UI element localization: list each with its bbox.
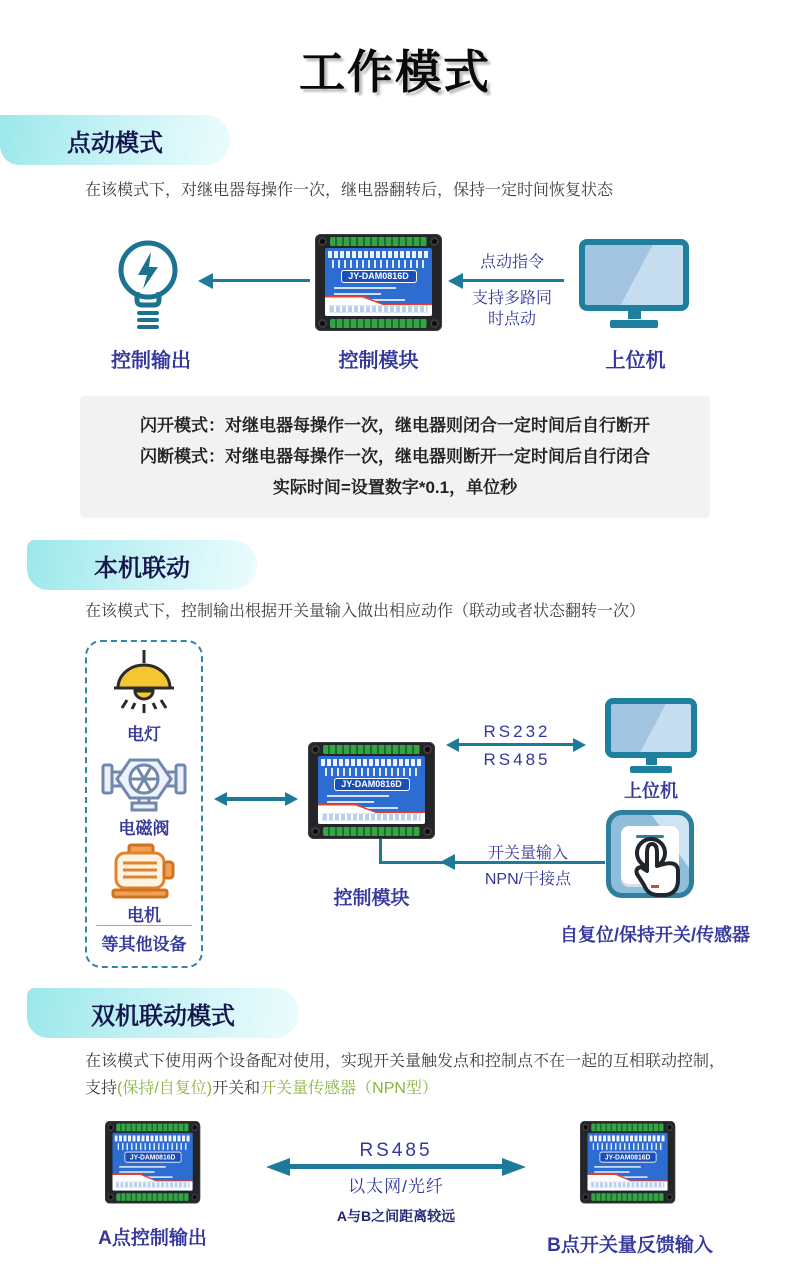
screw-icon xyxy=(318,237,327,246)
solenoid-valve-icon xyxy=(101,748,187,812)
terminal-strip-bottom xyxy=(116,1193,189,1201)
jog-command-caption: 点动指令 xyxy=(479,254,544,271)
screw-icon xyxy=(311,827,320,836)
section-local-description: 在该模式下，控制输出根据开关量输入做出相应动作（联动或者状态翻转一次） xyxy=(85,603,646,620)
monitor-base xyxy=(610,320,658,328)
jog-output-label: 控制输出 xyxy=(111,350,191,372)
bottom-terminal-labels xyxy=(116,1181,190,1188)
section-local-header: 本机联动 xyxy=(94,554,190,582)
control-module-device-a xyxy=(105,1121,200,1203)
terminal-strip-top xyxy=(330,237,427,246)
module-print-line xyxy=(594,1166,641,1168)
device-motor-label: 电机 xyxy=(127,906,161,925)
terminal-strip-bottom xyxy=(323,827,420,836)
switch-label: 自复位/保持开关/传感器 xyxy=(559,925,750,945)
desc-prefix: 支持 xyxy=(85,1080,118,1097)
module-print-line xyxy=(119,1166,166,1168)
touch-switch-icon xyxy=(606,810,694,898)
module-b-wrapper xyxy=(580,1121,675,1203)
dual-link-rs485-caption: RS485 xyxy=(359,1140,433,1161)
screw-icon xyxy=(666,1193,673,1201)
section-local-header-banner xyxy=(27,540,257,590)
local-module-label: 控制模块 xyxy=(333,888,410,909)
di-caption-line2: NPN/干接点 xyxy=(484,871,572,888)
dual-link-distance-note: A与B之间距离较远 xyxy=(336,1208,456,1224)
terminal-strip-top xyxy=(323,745,420,754)
module-face xyxy=(113,1133,193,1191)
arrow-left-icon xyxy=(440,854,455,870)
section-jog-header-banner xyxy=(0,115,230,165)
dual-link-media-caption: 以太网/光纤 xyxy=(348,1177,444,1196)
lightbulb-bolt-icon xyxy=(106,237,190,333)
host-computer-icon xyxy=(605,698,697,773)
arrow-right-icon xyxy=(502,1158,526,1176)
monitor-screen xyxy=(579,239,689,311)
screw-icon xyxy=(107,1193,114,1201)
module-print-line xyxy=(327,801,374,803)
rs485-caption: RS485 xyxy=(483,750,551,769)
module-a-wrapper xyxy=(105,1121,200,1203)
arrow-shaft xyxy=(462,279,564,282)
module-print-line xyxy=(327,795,389,797)
screw-icon xyxy=(191,1124,198,1132)
arrow-shaft xyxy=(226,797,286,801)
control-module-device xyxy=(315,234,442,331)
control-module-device xyxy=(308,742,435,839)
screw-icon xyxy=(318,319,327,328)
arrow-shaft xyxy=(212,279,310,282)
arrow-right-icon xyxy=(573,738,586,752)
module-print-line xyxy=(334,293,381,295)
led-ticks-row xyxy=(332,260,425,268)
note-line: 闪开模式：对继电器每操作一次，继电器则闭合一定时间后自行断开 xyxy=(140,416,650,435)
led-ticks-row xyxy=(325,768,418,776)
module-name-plate: JY-DAM0816D xyxy=(341,270,417,283)
led-ticks-row xyxy=(593,1143,663,1150)
monitor-screen xyxy=(605,698,697,758)
page-title: 工作模式 xyxy=(299,46,491,98)
host-computer-icon xyxy=(579,239,689,328)
module-print-line xyxy=(594,1171,629,1173)
section-dual-header: 双机联动模式 xyxy=(91,1002,235,1030)
lamp-icon xyxy=(107,648,181,720)
jog-multichannel-caption: 支持多路同时点动 xyxy=(471,290,552,328)
terminal-strip-bottom xyxy=(591,1193,664,1201)
desc-green-sensor: 开关量传感器（NPN型） xyxy=(260,1080,438,1097)
terminal-labels-row xyxy=(115,1135,191,1141)
screw-icon xyxy=(430,237,439,246)
note-line: 闪断模式：对继电器每操作一次，继电器则断开一定时间后自行闭合 xyxy=(140,447,650,466)
arrow-left-icon xyxy=(198,273,213,289)
section-dual-header-banner xyxy=(27,988,299,1038)
screw-icon xyxy=(311,745,320,754)
module-face xyxy=(325,248,432,316)
terminal-strip-top xyxy=(116,1124,189,1132)
jog-module-label: 控制模块 xyxy=(338,350,419,372)
device-valve-label: 电磁阀 xyxy=(118,819,170,838)
arrow-left-icon xyxy=(266,1158,290,1176)
pointing-hand-icon xyxy=(627,835,689,901)
di-caption-line1: 开关量输入 xyxy=(487,845,568,862)
motor-icon xyxy=(107,842,181,900)
bottom-terminal-labels xyxy=(329,305,428,313)
screw-icon xyxy=(582,1124,589,1132)
screw-icon xyxy=(582,1193,589,1201)
local-host-label: 上位机 xyxy=(624,781,678,801)
arrow-shaft xyxy=(458,743,574,746)
terminal-strip-bottom xyxy=(330,319,427,328)
jog-host-label: 上位机 xyxy=(605,350,666,372)
screw-icon xyxy=(666,1124,673,1132)
screw-icon xyxy=(430,319,439,328)
led-ticks-row xyxy=(118,1143,188,1150)
note-line: 实际时间=设置数字*0.1，单位秒 xyxy=(272,478,518,497)
module-name-plate: JY-DAM0816D xyxy=(599,1152,656,1163)
arrow-shaft xyxy=(288,1164,504,1169)
control-module-device-b xyxy=(580,1121,675,1203)
rs232-caption: RS232 xyxy=(483,722,551,741)
module-face xyxy=(318,756,425,824)
module-b-label: B点开关量反馈输入 xyxy=(547,1235,713,1256)
section-dual-description-line2 xyxy=(85,1075,757,1102)
jog-note-box xyxy=(80,396,710,518)
screw-icon xyxy=(423,745,432,754)
arrow-left-icon xyxy=(448,273,463,289)
monitor-neck xyxy=(628,310,641,319)
module-print-line xyxy=(334,287,396,289)
terminal-labels-row xyxy=(590,1135,666,1141)
monitor-base xyxy=(630,766,672,773)
module-name-plate: JY-DAM0816D xyxy=(124,1152,181,1163)
module-print-line xyxy=(119,1171,154,1173)
section-dual-description-line1: 在该模式下使用两个设备配对使用，实现开关量触发点和控制点不在一起的互相联动控制， xyxy=(85,1053,726,1070)
desc-green-switch-types: (保持/自复位) xyxy=(117,1080,213,1097)
bottom-terminal-labels xyxy=(591,1181,665,1188)
section-jog-header: 点动模式 xyxy=(67,129,163,157)
device-other-label: 等其他设备 xyxy=(101,935,187,954)
monitor-neck xyxy=(646,757,657,765)
bottom-terminal-labels xyxy=(322,813,421,821)
module-name-plate: JY-DAM0816D xyxy=(334,778,410,791)
arrow-right-icon xyxy=(285,792,298,806)
device-lamp-label: 电灯 xyxy=(127,725,161,744)
terminal-strip-top xyxy=(591,1124,664,1132)
terminal-labels-row xyxy=(321,759,422,766)
desc-mid: 开关和 xyxy=(212,1080,261,1097)
module-a-label: A点控制输出 xyxy=(98,1228,207,1249)
terminal-labels-row xyxy=(328,251,429,258)
section-jog-description: 在该模式下，对继电器每操作一次，继电器翻转后，保持一定时间恢复状态 xyxy=(85,182,614,199)
screw-icon xyxy=(107,1124,114,1132)
screw-icon xyxy=(191,1193,198,1201)
divider xyxy=(96,925,192,926)
module-face xyxy=(588,1133,668,1191)
screw-icon xyxy=(423,827,432,836)
